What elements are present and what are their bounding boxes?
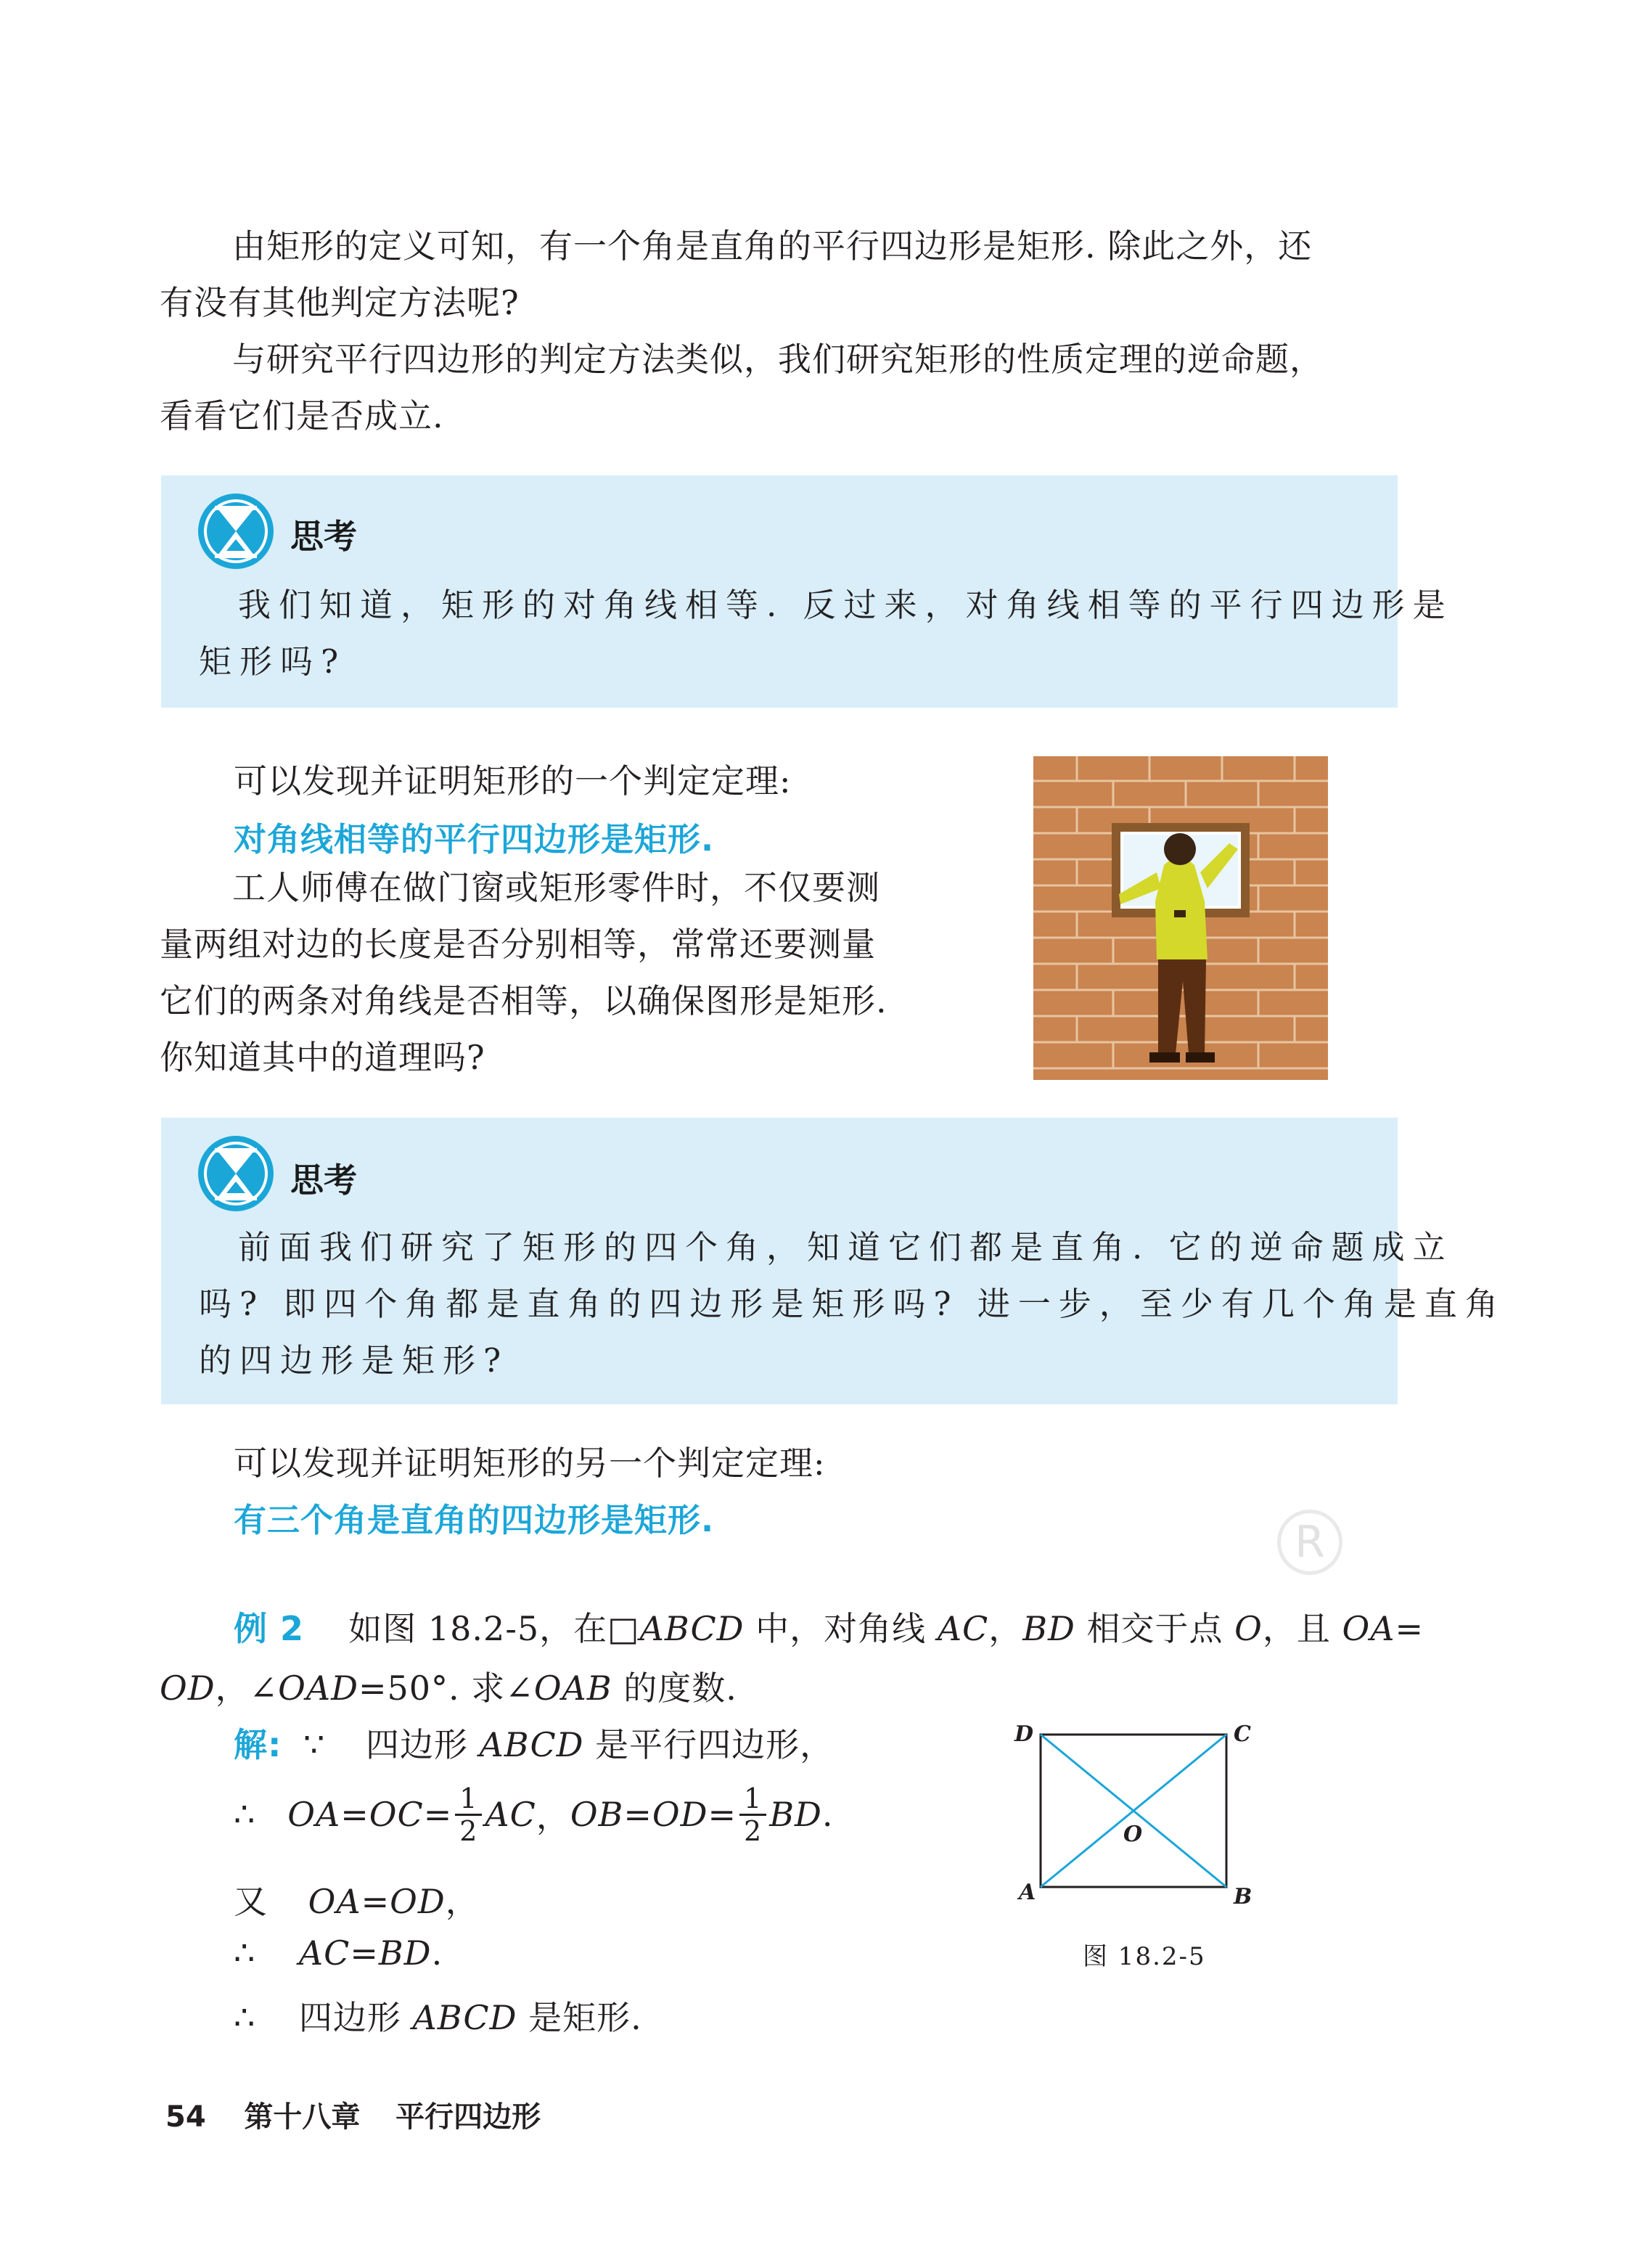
think-title-2: 思考 xyxy=(290,1160,357,1200)
think2-line2: 吗? 即四个角都是直角的四边形是矩形吗? 进一步，至少有几个角是直角 xyxy=(199,1285,1506,1323)
solution-text: = xyxy=(708,1795,737,1834)
solution-line-2 xyxy=(234,1778,834,1851)
intro-p1-line2: 有没有其他判定方法呢? xyxy=(160,283,520,322)
therefore-symbol: ∴ xyxy=(234,1998,256,2037)
figure-label-O: O xyxy=(1123,1822,1143,1847)
math-var: OD xyxy=(160,1669,216,1708)
think1-line2: 矩形吗? xyxy=(199,642,347,681)
figure-label-C: C xyxy=(1234,1722,1251,1747)
because-symbol: ∵ xyxy=(303,1725,326,1764)
fraction-numerator: 1 xyxy=(739,1783,766,1816)
solution-line-5 xyxy=(234,1991,642,2039)
think-box-1 xyxy=(161,475,1454,708)
fraction-half xyxy=(739,1783,766,1846)
chapter-title: 平行四边形 xyxy=(395,2100,541,2134)
solution-text: = xyxy=(361,1882,390,1921)
figure-label-D: D xyxy=(1014,1722,1034,1747)
solution-text: 是平行四边形， xyxy=(583,1725,835,1764)
example-text: =50°. 求∠ xyxy=(358,1669,534,1708)
solution-text: 四边形 xyxy=(365,1725,480,1764)
fraction-numerator: 1 xyxy=(455,1783,482,1816)
example-text: ，∠ xyxy=(215,1669,279,1708)
solution-text: = xyxy=(623,1795,652,1834)
example-line-1 xyxy=(234,1602,1424,1650)
solution-text: . xyxy=(821,1795,834,1834)
solution-text: 四边形 xyxy=(298,1998,413,2037)
math-var: OB xyxy=(570,1795,624,1834)
solution-text: ， xyxy=(445,1882,480,1921)
brick-wall-worker-image xyxy=(1033,756,1328,1080)
math-var: OA xyxy=(287,1795,341,1834)
theorem1-intro: 可以发现并证明矩形的一个判定定理: xyxy=(234,761,792,801)
worker-line2: 量两组对边的长度是否分别相等，常常还要测量 xyxy=(160,925,876,964)
fraction-half xyxy=(455,1783,482,1846)
math-var: OA xyxy=(1342,1609,1395,1648)
intro-paragraph-1 xyxy=(160,218,1401,331)
think-title-1: 思考 xyxy=(290,517,357,556)
example-text: 如图 18.2-5，在 xyxy=(348,1609,608,1648)
math-var: ABCD xyxy=(412,1998,517,2037)
solution-text: = xyxy=(340,1795,369,1834)
page-footer xyxy=(165,2094,541,2135)
intro-p2-line2: 看看它们是否成立. xyxy=(160,396,444,435)
math-var: OD xyxy=(390,1882,446,1921)
theorem2-statement: 有三个角是直角的四边形是矩形. xyxy=(234,1501,715,1539)
intro-paragraph-2 xyxy=(160,331,1401,444)
rectangle-figure xyxy=(1036,1727,1254,1901)
math-var: AC xyxy=(298,1933,350,1973)
figure-label-B: B xyxy=(1234,1884,1252,1909)
worker-paragraph xyxy=(160,859,1030,1086)
therefore-symbol: ∴ xyxy=(234,1933,256,1973)
math-var: O xyxy=(1234,1609,1263,1648)
think-text-1 xyxy=(199,577,1454,690)
hourglass-icon xyxy=(196,1134,276,1213)
think-box-2 xyxy=(161,1118,1506,1404)
chapter-number: 第十八章 xyxy=(244,2100,361,2134)
math-var: OAD xyxy=(278,1669,358,1708)
math-var: OAB xyxy=(533,1669,612,1708)
theorem2-intro: 可以发现并证明矩形的另一个判定定理: xyxy=(234,1444,826,1483)
example-text: ，且 xyxy=(1262,1609,1342,1648)
math-var: AC xyxy=(485,1795,536,1834)
example-text: 相交于点 xyxy=(1075,1609,1235,1648)
solution-text: ， xyxy=(536,1797,570,1836)
figure-label-A: A xyxy=(1019,1880,1036,1905)
solution-text: 是矩形. xyxy=(517,1998,642,2037)
worker-line3: 它们的两条对角线是否相等，以确保图形是矩形. xyxy=(160,981,887,1020)
example-text: = xyxy=(1395,1609,1424,1648)
page-number: 54 xyxy=(165,2100,206,2134)
worker-illustration xyxy=(1033,756,1328,1080)
solution-label: 解: xyxy=(234,1725,282,1764)
math-var: OC xyxy=(369,1795,424,1834)
think-text-2 xyxy=(199,1219,1506,1389)
math-var: OD xyxy=(652,1795,708,1834)
think1-line1: 我们知道，矩形的对角线相等. 反过来，对角线相等的平行四边形是 xyxy=(238,586,1454,624)
math-var: BD xyxy=(378,1933,432,1973)
think2-line1: 前面我们研究了矩形的四个角，知道它们都是直角. 它的逆命题成立 xyxy=(238,1228,1454,1266)
example-label: 例 2 xyxy=(234,1609,305,1648)
math-var: ABCD xyxy=(479,1725,584,1764)
hourglass-icon xyxy=(196,491,276,571)
example-line-2 xyxy=(160,1662,737,1710)
worker-line1: 工人师傅在做门窗或矩形零件时，不仅要测 xyxy=(232,868,880,907)
parallelogram-name: □ABCD xyxy=(607,1609,745,1648)
solution-text: = xyxy=(350,1933,379,1973)
math-var: AC xyxy=(937,1609,989,1648)
math-var: BD xyxy=(769,1795,822,1834)
intro-p2-line1: 与研究平行四边形的判定方法类似，我们研究矩形的性质定理的逆命题， xyxy=(232,340,1324,379)
example-text: ， xyxy=(988,1609,1023,1648)
think2-line3: 的四边形是矩形? xyxy=(199,1341,509,1380)
solution-line-3 xyxy=(234,1875,480,1923)
solution-line-4 xyxy=(234,1933,443,1973)
worker-line4: 你知道其中的道理吗? xyxy=(160,1038,485,1077)
example-text: 的度数. xyxy=(612,1669,737,1708)
registered-watermark: R xyxy=(1277,1510,1342,1575)
intro-p1-line1: 由矩形的定义可知，有一个角是直角的平行四边形是矩形. 除此之外，还 xyxy=(232,226,1313,266)
solution-text: . xyxy=(431,1933,443,1973)
also-word: 又 xyxy=(234,1882,268,1921)
math-var: BD xyxy=(1022,1609,1075,1648)
solution-line-1 xyxy=(234,1719,834,1766)
math-var: OA xyxy=(308,1882,361,1921)
figure-caption: 图 18.2-5 xyxy=(1083,1942,1206,1971)
fraction-denominator: 2 xyxy=(459,1814,478,1847)
theorem1-statement: 对角线相等的平行四边形是矩形. xyxy=(234,820,715,859)
solution-text: = xyxy=(423,1795,453,1834)
fraction-denominator: 2 xyxy=(744,1814,763,1847)
therefore-symbol: ∴ xyxy=(234,1795,256,1834)
example-text: 中，对角线 xyxy=(744,1609,938,1648)
